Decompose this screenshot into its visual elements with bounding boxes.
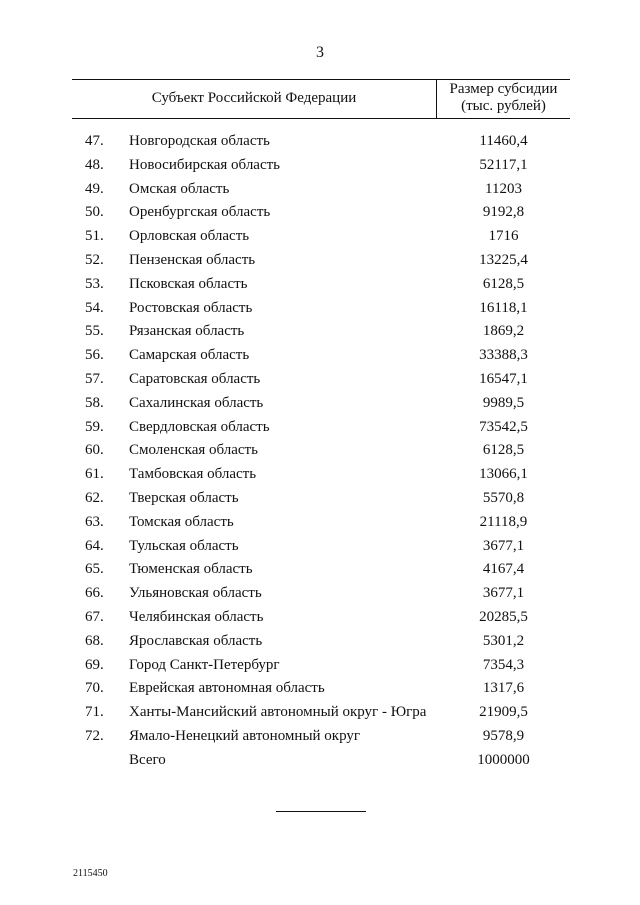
header-amount-line1: Размер субсидии — [449, 81, 558, 97]
row-subsidy-value: 7354,3 — [482, 656, 525, 673]
row-subject-name: Тульская область — [129, 537, 239, 554]
row-subject-name: Самарская область — [129, 347, 250, 364]
table-row — [0, 297, 640, 321]
row-subject-name: Тюменская область — [129, 561, 253, 578]
row-subject-name: Пензенская область — [129, 251, 256, 268]
row-subsidy-value: 21909,5 — [479, 704, 528, 721]
row-subsidy-value: 21118,9 — [479, 513, 528, 530]
row-subject-name: Еврейская автономная область — [129, 680, 325, 697]
row-number: 60. — [85, 442, 104, 459]
row-number: 66. — [85, 585, 104, 602]
table-row — [0, 606, 640, 630]
table-row — [0, 392, 640, 416]
row-subsidy-value: 5570,8 — [482, 489, 525, 506]
row-number: 63. — [85, 513, 104, 530]
table-row — [0, 201, 640, 225]
table-row — [0, 654, 640, 678]
row-subject-name: Ярославская область — [129, 632, 263, 649]
row-subject-name: Новгородская область — [129, 133, 270, 149]
row-number: 61. — [85, 466, 104, 483]
row-number: 65. — [85, 561, 104, 578]
row-subject-name: Ростовская область — [129, 299, 253, 316]
row-subject-name: Новосибирская область — [129, 156, 281, 173]
row-subsidy-value: 1869,2 — [482, 323, 525, 340]
table-row — [0, 582, 640, 606]
row-subject-name: Смоленская область — [129, 442, 258, 459]
table-row — [0, 225, 640, 249]
table-row — [0, 273, 640, 297]
row-subsidy-value: 9578,9 — [482, 727, 525, 744]
row-subject-name: Саратовская область — [129, 370, 261, 387]
row-number: 52. — [85, 251, 104, 268]
row-number: 67. — [85, 608, 104, 625]
row-subsidy-value: 20285,5 — [479, 608, 528, 625]
row-subject-name: Сахалинская область — [129, 394, 264, 411]
row-number: 48. — [85, 156, 104, 173]
table-row — [0, 558, 640, 582]
row-subject-name: Ямало-Ненецкий автономный округ — [129, 727, 361, 744]
row-number: 56. — [85, 347, 104, 364]
table-row — [0, 677, 640, 701]
row-subsidy-value: 16118,1 — [479, 299, 528, 316]
row-subsidy-value: 11460,4 — [479, 133, 528, 149]
row-subsidy-value: 1317,6 — [482, 680, 525, 697]
table-row — [0, 178, 640, 202]
row-subsidy-value: 73542,5 — [479, 418, 528, 435]
row-number: 62. — [85, 489, 104, 506]
row-number: 68. — [85, 632, 104, 649]
table-header — [72, 79, 570, 119]
row-subject-name: Ханты-Мансийский автономный округ - Югра — [129, 704, 427, 721]
row-subsidy-value: 6128,5 — [482, 442, 525, 459]
table-row — [0, 487, 640, 511]
subsidy-table-rows — [0, 130, 640, 773]
row-subsidy-value: 11203 — [485, 180, 522, 197]
document-code: 2115450 — [73, 868, 108, 879]
row-number: 71. — [85, 704, 104, 721]
table-row — [0, 416, 640, 440]
row-subsidy-value: 13225,4 — [479, 251, 528, 268]
row-number: 53. — [85, 275, 104, 292]
table-row — [0, 511, 640, 535]
row-subject-name: Псковская область — [129, 275, 248, 292]
row-subject-name: Томская область — [129, 513, 234, 530]
row-subject-name: Всего — [129, 751, 166, 768]
row-subsidy-value: 6128,5 — [482, 275, 525, 292]
row-subsidy-value: 4167,4 — [482, 561, 525, 578]
row-number: 49. — [85, 180, 104, 197]
table-row — [0, 701, 640, 725]
row-number: 51. — [85, 228, 104, 245]
table-row — [0, 630, 640, 654]
row-number: 69. — [85, 656, 104, 673]
row-subsidy-value: 16547,1 — [479, 370, 528, 387]
row-number: 55. — [85, 323, 104, 340]
page-number: 3 — [316, 44, 324, 61]
row-subject-name: Тверская область — [129, 489, 239, 506]
row-subsidy-value: 5301,2 — [482, 632, 525, 649]
row-subsidy-value: 9192,8 — [482, 204, 525, 221]
row-subject-name: Город Санкт-Петербург — [129, 656, 280, 673]
header-amount-line2: (тыс. рублей) — [461, 98, 546, 114]
table-row — [0, 130, 640, 154]
row-subsidy-value: 3677,1 — [482, 537, 525, 554]
table-row — [0, 249, 640, 273]
table-row — [0, 368, 640, 392]
row-number: 58. — [85, 394, 104, 411]
table-row — [0, 439, 640, 463]
bottom-separator-line — [276, 811, 366, 812]
table-row — [0, 154, 640, 178]
row-number: 70. — [85, 680, 104, 697]
row-subsidy-value: 1716 — [488, 228, 519, 245]
row-number: 64. — [85, 537, 104, 554]
row-subsidy-value: 13066,1 — [479, 466, 528, 483]
table-row — [0, 344, 640, 368]
row-subject-name: Оренбургская область — [129, 204, 271, 221]
row-subsidy-value: 52117,1 — [479, 156, 528, 173]
row-number: 57. — [85, 370, 104, 387]
row-subject-name: Челябинская область — [129, 608, 264, 625]
table-row — [0, 463, 640, 487]
row-subsidy-value: 33388,3 — [479, 347, 528, 364]
row-subject-name: Рязанская область — [129, 323, 245, 340]
table-row — [0, 320, 640, 344]
row-subject-name: Тамбовская область — [129, 466, 257, 483]
table-row — [0, 535, 640, 559]
row-subject-name: Свердловская область — [129, 418, 270, 435]
row-subsidy-value: 1000000 — [477, 751, 530, 768]
row-number: 72. — [85, 727, 104, 744]
table-row — [0, 725, 640, 749]
row-subject-name: Омская область — [129, 180, 230, 197]
row-subject-name: Ульяновская область — [129, 585, 262, 602]
table-row — [0, 749, 640, 773]
row-subsidy-value: 9989,5 — [482, 394, 525, 411]
row-number: 54. — [85, 299, 104, 316]
row-number: 59. — [85, 418, 104, 435]
header-amount — [437, 81, 570, 115]
header-subject: Субъект Российской Федерации — [151, 90, 357, 106]
row-subsidy-value: 3677,1 — [482, 585, 525, 602]
row-number: 47. — [85, 133, 104, 149]
row-subject-name: Орловская область — [129, 228, 250, 245]
row-number: 50. — [85, 204, 104, 221]
